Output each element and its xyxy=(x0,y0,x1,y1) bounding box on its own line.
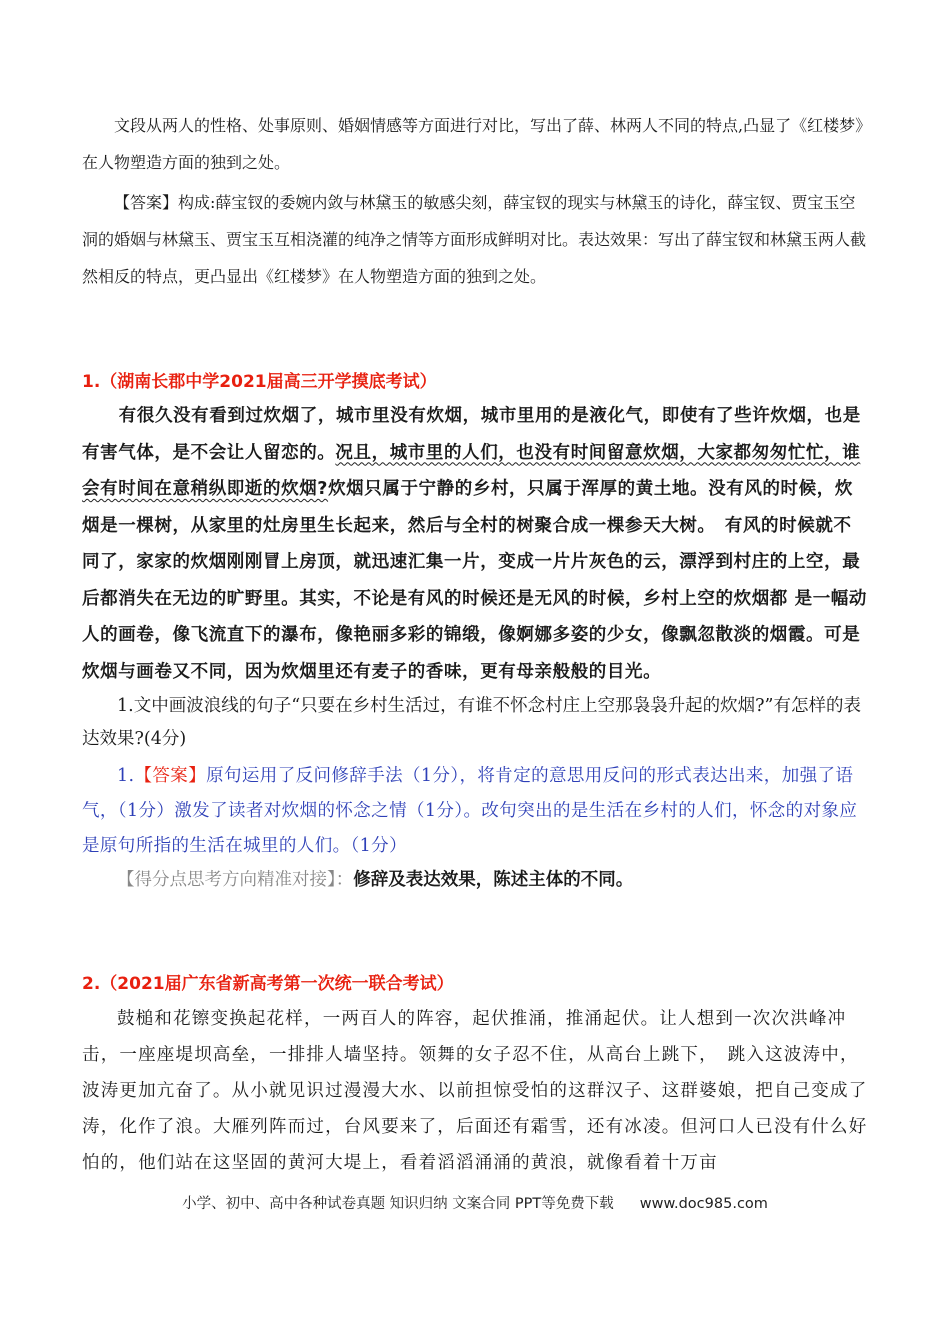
question-2-section xyxy=(82,1001,868,1181)
question-1-section xyxy=(82,398,868,897)
score-point-line xyxy=(82,864,868,897)
wavy-underlined-sentence: 况且，城市里的人们，也没有时间留意炊烟，大家都匆匆忙忙，谁会有时间在意稍纵即逝的炊烟? xyxy=(82,442,861,499)
question-1-prompt: 1.文中画波浪线的句子“只要在乡村生活过，有谁不怀念村庄上空那袅袅升起的炊烟?”有怎样的表达效果?(4分) xyxy=(82,696,861,749)
passage-text-a: 有很久没有看到过炊烟了，城市里没有炊烟，城市里用的是液化气，即使有了些许炊烟，也是有害气体，是不会让人留恋的。 xyxy=(82,406,861,463)
answer-number: 1. xyxy=(117,766,135,786)
footer-url[interactable]: www.doc985.com xyxy=(639,1196,768,1212)
score-point-label: 【得分点思考方向精准对接】： xyxy=(117,870,354,890)
score-point-content: 修辞及表达效果，陈述主体的不同。 xyxy=(353,870,634,890)
intro-answer-paragraph: 【答案】构成:薛宝钗的委婉内敛与林黛玉的敏感尖刻，薛宝钗的现实与林黛玉的诗化，薛宝钗、贾宝玉空洞的婚姻与林黛玉、贾宝玉互相浇灌的纯净之情等方面形成鲜明对比。表达效果：写出了薛宝钗和林黛玉两人截然相反的特点，更凸显出《红楼梦》在人物塑造方面的独到之处。 xyxy=(82,193,867,286)
question-1-passage xyxy=(82,398,868,690)
question-1-answer xyxy=(82,759,868,864)
intro-section xyxy=(82,107,868,295)
question-2-heading: 2.（2021届广东省新高考第一次统一联合考试） xyxy=(82,974,454,994)
passage-text-b: 炊烟只属于宁静的乡村，只属于浑厚的黄土地。没有风的时候，炊烟是一棵树，从家里的灶房里生长起来，然后与全村的树聚合成一棵参天大树。 有风的时候就不同了，家家的炊烟刚刚冒上房顶，就迅速汇集一片，变成一片片灰色的云，漂浮到村庄的上空，最后都消失在无边的旷野里。其实，不论是有风的时候还是无风的时候，乡村上空的炊烟都 是一幅动人的画卷，像飞流直下的瀑布，像艳丽多彩的锦缎，像婀娜多姿的少女，像飘忽散淡的烟霞。可是炊烟与画卷又不同，因为炊烟里还有麦子的香味，更有母亲般般的目光。 xyxy=(82,479,867,682)
intro-paragraph: 文段从两人的性格、处事原则、婚姻情感等方面进行对比，写出了薛、林两人不同的特点,凸显了《红楼梦》在人物塑造方面的独到之处。 xyxy=(82,116,864,172)
answer-text: 原句运用了反问修辞手法（1分），将肯定的意思用反问的形式表达出来，加强了语气，（1分）激发了读者对炊烟的怀念之情（1分）。改句突出的是生活在乡村的人们，怀念的对象应是原句所指的生活在城里的人们。（1分） xyxy=(82,766,858,856)
footer-text: 小学、初中、高中各种试卷真题 知识归纳 文案合同 PPT等免费下载 xyxy=(182,1196,614,1212)
question-2-passage: 鼓槌和花镲变换起花样，一两百人的阵容，起伏推涌，推涌起伏。让人想到一次次洪峰冲击，一座座堤坝高垒，一排排人墙坚持。领舞的女子忍不住，从高台上跳下， 跳入这波涛中，波涛更加亢奋了。从小就见识过漫漫大水、以前担惊受怕的这群汉子、这群婆娘，把自己变成了涛，化作了浪。大雁列阵而过，台风要来了，后面还有霜雪，还有冰凌。但河口人已没有什么好怕的，他们站在这坚固的黄河大堤上，看着滔滔涌涌的黄浪，就像看着十万亩 xyxy=(82,1009,868,1173)
answer-tag: 【答案】 xyxy=(134,766,207,786)
question-1-heading: 1.（湖南长郡中学2021届高三开学摸底考试） xyxy=(82,372,437,392)
page-footer xyxy=(0,1192,950,1213)
